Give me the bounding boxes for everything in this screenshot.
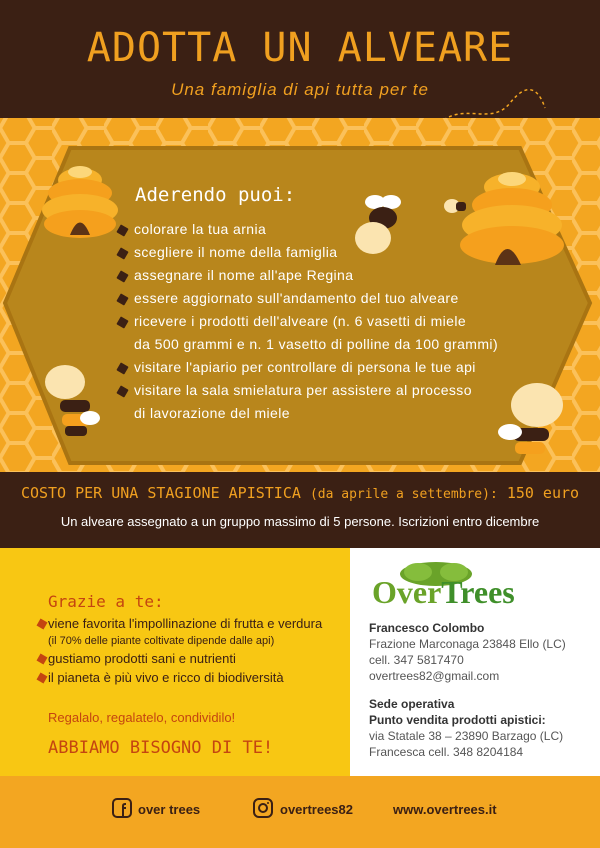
- facebook-icon[interactable]: [112, 798, 132, 818]
- list-item-note: (il 70% delle piante coltivate dipende dalle api): [48, 635, 275, 647]
- bullet-icon: [116, 362, 128, 374]
- bullet-icon: [116, 270, 128, 282]
- operative-info: [369, 696, 563, 760]
- operative-address: via Statale 38 – 23890 Barzago (LC): [369, 729, 564, 743]
- small-bee-icon: [440, 190, 470, 220]
- list-item: ricevere i prodotti dell'alveare (n. 6 vasetti di miele: [118, 310, 518, 333]
- gift-text: Regalalo, regalatelo, condividilo!: [48, 710, 236, 725]
- cost-period: (da aprile a settembre):: [309, 487, 498, 502]
- overtrees-logo: OverTrees: [372, 574, 515, 610]
- cost-subtitle: Un alveare assegnato a un gruppo massimo di 5 persone. Iscrizioni entro dicembre: [60, 514, 540, 529]
- list-item: visitare la sala smielatura per assistere al processo: [118, 379, 518, 402]
- contact-name: Francesco Colombo: [369, 621, 485, 635]
- need-text: ABBIAMO BISOGNO DI TE!: [48, 738, 274, 758]
- list-item: il pianeta è più vivo e ricco di biodiversità: [38, 668, 348, 687]
- bullet-icon: [37, 654, 48, 665]
- cost-price: 150 euro: [506, 484, 580, 502]
- bullet-icon: [116, 224, 128, 236]
- bullet-icon: [37, 619, 48, 630]
- contact-email[interactable]: overtrees82@gmail.com: [369, 669, 500, 683]
- contact-phone: cell. 347 5817470: [369, 653, 464, 667]
- instagram-icon[interactable]: [253, 798, 273, 818]
- bullet-icon: [116, 247, 128, 259]
- list-item: assegnare il nome all'ape Regina: [118, 264, 518, 287]
- bullet-icon: [37, 673, 48, 684]
- contact-address: Frazione Marconaga 23848 Ello (LC): [369, 637, 566, 651]
- list-item: visitare l'apiario per controllare di persona le tue api: [118, 356, 518, 379]
- benefits-title: Aderendo puoi:: [135, 184, 296, 206]
- contact-info: [369, 620, 566, 684]
- operative-subtitle: Punto vendita prodotti apistici:: [369, 713, 546, 727]
- list-item: viene favorita l'impollinazione di frutta e verdura: [38, 614, 348, 633]
- bee-icon: [40, 360, 110, 450]
- benefits-list: [118, 218, 518, 425]
- list-item: essere aggiornato sull'andamento del tuo alveare: [118, 287, 518, 310]
- list-item: gustiamo prodotti sani e nutrienti: [38, 649, 348, 668]
- thanks-title: Grazie a te:: [48, 592, 164, 611]
- list-item-continuation: da 500 grammi e n. 1 vasetto di polline da 100 grammi): [134, 336, 499, 352]
- instagram-link[interactable]: overtrees82: [280, 802, 353, 817]
- beehive-left-icon: [35, 160, 125, 245]
- cost-title-main: COSTO PER UNA STAGIONE APISTICA: [20, 484, 301, 502]
- page-subtitle: Una famiglia di api tutta per te: [171, 80, 429, 99]
- list-item-continuation: di lavorazione del miele: [134, 405, 290, 421]
- bullet-icon: [116, 293, 128, 305]
- bullet-icon: [116, 385, 128, 397]
- bullet-icon: [116, 316, 128, 328]
- operative-phone: Francesca cell. 348 8204184: [369, 745, 524, 759]
- list-item: colorare la tua arnia: [118, 218, 518, 241]
- page-title: ADOTTA UN ALVEARE: [86, 25, 514, 71]
- thanks-list: [38, 614, 348, 687]
- cost-title: [0, 484, 600, 502]
- operative-title: Sede operativa: [369, 697, 455, 711]
- facebook-link[interactable]: over trees: [138, 802, 201, 817]
- list-item: scegliere il nome della famiglia: [118, 241, 518, 264]
- website-link[interactable]: www.overtrees.it: [393, 802, 497, 817]
